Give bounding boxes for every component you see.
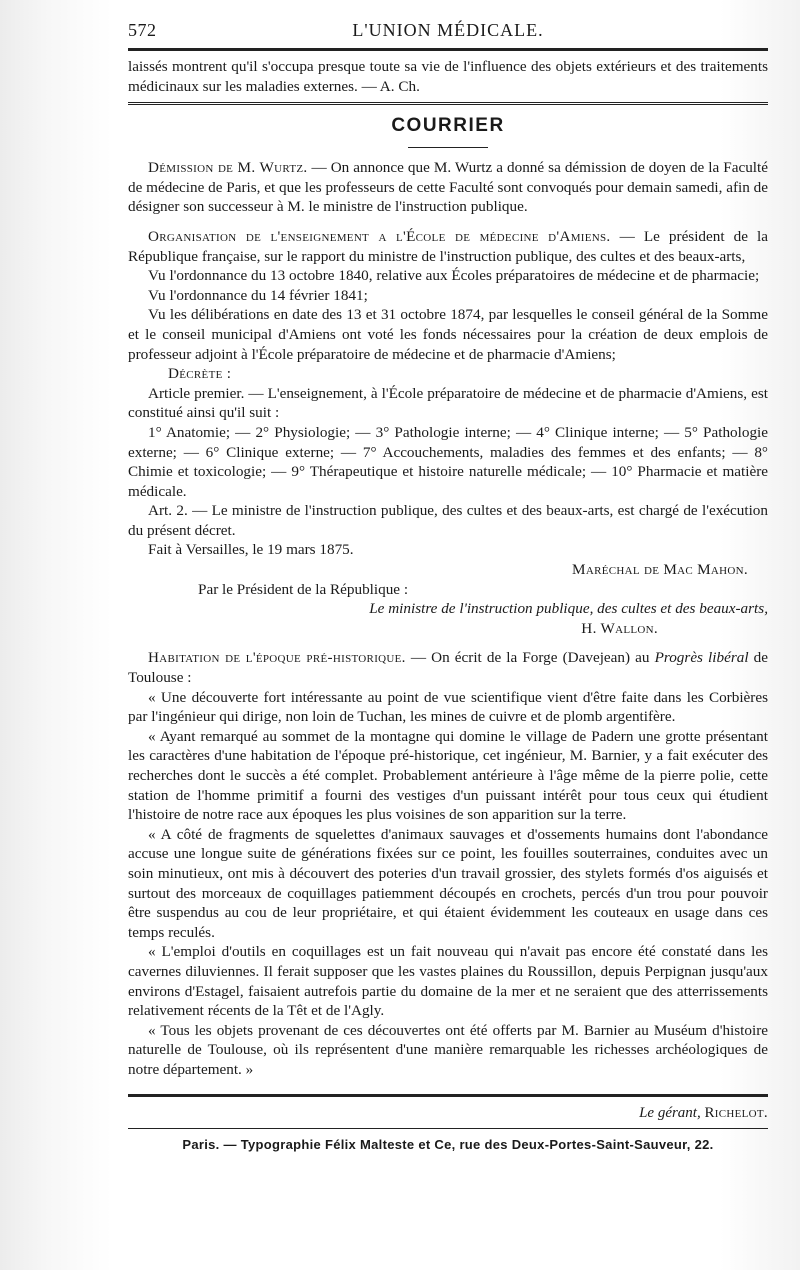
section-title: COURRIER bbox=[391, 115, 505, 137]
header-rule bbox=[128, 48, 768, 51]
ministre-line bbox=[128, 599, 768, 619]
fait-a-versailles: Fait à Versailles, le 19 mars 1875. bbox=[148, 541, 354, 559]
organisation-head: Organisation de l'enseignement a l'École de médecine d'Amiens. bbox=[148, 227, 611, 245]
signature-wallon bbox=[128, 619, 768, 639]
course-list: 1° Anatomie; — 2° Physiologie; — 3° Pathologie interne; — 4° Clinique interne; — 5° Pathologie externe; — 6° Clinique externe; — 7° Accouchements, maladies des femmes et des enfants; — 8° Chimie et toxicologie; — 9° Thérapeutique et histoire naturelle médicale; — 10° Pharmacie et matière médicale. bbox=[128, 423, 768, 500]
signature-marechal bbox=[128, 560, 768, 580]
habitation-p1: « Une découverte fort intéressante au point de vue scientifique vient d'être faite dans les Corbières par l'ingénieur qui dirige, non loin de Tuchan, les mines de cuivre et de plomb argentifère. bbox=[128, 688, 768, 726]
intro-paragraph: laissés montrent qu'il s'occupa presque toute sa vie de l'influence des objets extérieurs et des traitements médicinaux sur les maladies externes. — A. Ch. bbox=[128, 58, 768, 95]
journal-title: L'UNION MÉDICALE. bbox=[352, 20, 544, 40]
vu-1: Vu l'ordonnance du 13 octobre 1840, relative aux Écoles préparatoires de médecine et de pharmacie; bbox=[148, 267, 760, 285]
habitation-article bbox=[128, 648, 768, 687]
marechal-name: Maréchal de Mac Mahon. bbox=[572, 561, 748, 579]
article-1: Article premier. — L'enseignement, à l'École préparatoire de médecine et de pharmacie d'Amiens, est constitué ainsi qu'il suit : bbox=[128, 384, 768, 422]
page-number: 572 bbox=[128, 20, 157, 40]
gerant-signoff bbox=[128, 1105, 768, 1122]
gerant-label: Le gérant, bbox=[639, 1104, 701, 1121]
text-column bbox=[128, 18, 768, 1152]
demission-head: Démission de M. Wurtz. bbox=[148, 159, 308, 177]
habitation-body-b: de Toulouse : bbox=[128, 649, 768, 687]
ministre-title: Le ministre de l'instruction publique, des cultes et des beaux-arts, bbox=[369, 600, 768, 618]
habitation-head: Habitation de l'époque pré-historique. bbox=[148, 649, 406, 667]
section-rule-top bbox=[128, 102, 768, 107]
running-head bbox=[128, 18, 768, 48]
wallon-name: H. Wallon. bbox=[581, 619, 658, 637]
section-rule-bottom bbox=[408, 147, 488, 148]
gerant-name: Richelot. bbox=[704, 1104, 768, 1121]
habitation-body-a: — On écrit de la Forge (Davejean) au bbox=[405, 649, 655, 667]
imprint-rule bbox=[128, 1128, 768, 1129]
demission-body: — On annonce que M. Wurtz a donné sa démission de doyen de la Faculté de médecine de Paris, et que les professeurs de cette Faculté sont convoqués pour demain samedi, afin de désigner son successeur à M. le ministre de l'instruction publique. bbox=[128, 159, 768, 216]
habitation-p2: « Ayant remarqué au sommet de la montagne qui domine le village de Padern une grotte présentant les caractères d'une habitation de l'époque pré-historique, cet ingénieur, M. Barnier, y a fait exécuter des recherches dont le succès a été complet. Probablement antérieure à l'âge même de la pierre polie, cette station de l'homme primitif a fourni des vestiges d'un puissant intérêt pour tous ceux qui étudient l'histoire de notre race aux époques les plus voisines de son apparition sur la terre. bbox=[128, 727, 768, 824]
organisation-article bbox=[128, 227, 768, 266]
decrete-label: Décrète : bbox=[168, 365, 232, 383]
habitation-p3: « A côté de fragments de squelettes d'animaux sauvages et d'ossements humains dont l'abondance accuse une longue suite de générations fixées sur ce point, les fouilles souterraines, conduites avec un soin minutieux, ont mis à découvert des poteries d'un travail grossier, des stylets formés d'os aiguisés et surtout des morceaux de coquillages patiemment découpés en crochets, percés d'un trou pour pouvoir être suspendus au cou de leur propriétaire, et qui étaient évidemment les couteaux en usage dans ces temps reculés. bbox=[128, 825, 768, 941]
article-2: Art. 2. — Le ministre de l'instruction publique, des cultes et des beaux-arts, est chargé de l'exécution du présent décret. bbox=[128, 502, 768, 539]
vu-2: Vu l'ordonnance du 14 février 1841; bbox=[148, 286, 368, 304]
vu-3: Vu les délibérations en date des 13 et 31 octobre 1874, par lesquelles le conseil général de la Somme et le conseil municipal d'Amiens ont voté les fonds nécessaires pour la création de deux emplois de professeur adjoint à l'École préparatoire de médecine et de pharmacie d'Amiens; bbox=[128, 306, 768, 363]
habitation-p4: « L'emploi d'outils en coquillages est un fait nouveau qui n'avait pas encore été constaté dans les cavernes diluviennes. Il ferait supposer que les vastes plaines du Roussillon, depuis Perpignan jusqu'aux environs d'Estagel, faisaient autrefois partie du domaine de la mer et ne seraient que des atterrissements relativement récents de la Têt et de l'Agly. bbox=[128, 943, 768, 1020]
decrete bbox=[128, 364, 768, 384]
organisation-body: — Le président de la République française, sur le rapport du ministre de l'instruction publique, des cultes et des beaux-arts, bbox=[128, 227, 768, 265]
par-le-president: Par le Président de la République : bbox=[198, 580, 409, 598]
imprint-line: Paris. — Typographie Félix Malteste et Ce, rue des Deux-Portes-Saint-Sauveur, 22. bbox=[182, 1136, 714, 1152]
demission-article bbox=[128, 158, 768, 217]
habitation-p5: « Tous les objets provenant de ces découvertes ont été offerts par M. Barnier au Muséum d'histoire naturelle de Toulouse, où ils représentent d'une manière remarquable les richesses archéologiques de notre département. » bbox=[128, 1021, 768, 1078]
closing-rule bbox=[128, 1094, 768, 1097]
journal-name: Progrès libéral bbox=[654, 649, 749, 667]
